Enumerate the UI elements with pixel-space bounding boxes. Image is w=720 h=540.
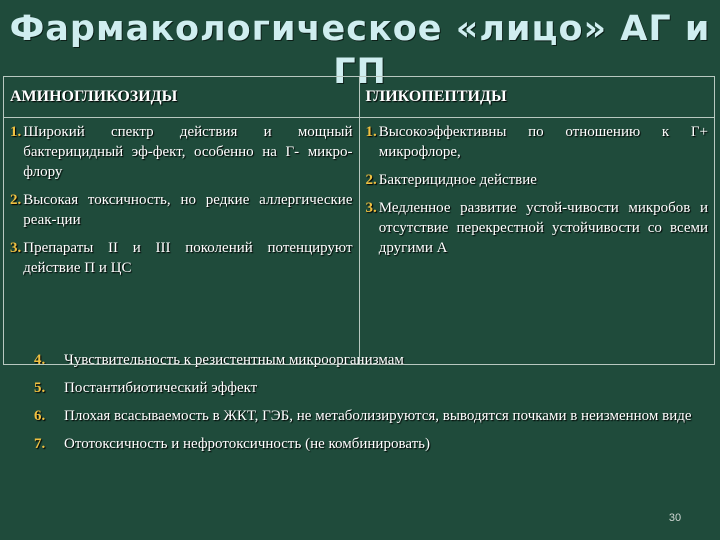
list-item <box>34 434 707 454</box>
page-number: 30 <box>668 512 682 524</box>
header-glycopeptides: ГЛИКОПЕПТИДЫ <box>359 77 715 118</box>
list-item <box>366 198 709 258</box>
list-item <box>10 190 353 230</box>
list-item <box>10 238 353 278</box>
glycopeptides-cell <box>359 118 715 365</box>
item-number: 7. <box>34 436 46 452</box>
slide-title: Фармакологическое «лицо» АГ и ГП <box>9 9 711 92</box>
item-text: Высокоэффективны по отношению к Г+ микрофлоре, <box>378 124 708 160</box>
glycopeptides-list <box>366 122 709 258</box>
comparison-table <box>3 76 715 365</box>
table-body-row <box>4 118 715 365</box>
list-item <box>366 122 709 162</box>
item-text: Медленное развитие устой-чивости микробов и отсутствие перекрестной устойчивости со всеми другими А <box>378 200 708 256</box>
item-text: Чувствительность к резистентным микроорганизмам <box>64 352 404 368</box>
item-text: Бактерицидное действие <box>378 172 537 188</box>
common-properties-list <box>34 350 707 462</box>
list-item <box>366 170 709 190</box>
item-number: 3. <box>10 240 22 256</box>
table-header-row <box>4 77 715 118</box>
list-item <box>34 378 707 398</box>
item-number: 1. <box>10 124 22 140</box>
item-number: 2. <box>365 172 377 188</box>
item-number: 2. <box>10 192 22 208</box>
aminoglycosides-list <box>10 122 353 278</box>
item-number: 3. <box>365 200 377 216</box>
item-text: Препараты II и III поколений потенцируют действие П и ЦС <box>23 240 353 276</box>
item-number: 5. <box>34 380 46 396</box>
list-item <box>34 406 707 426</box>
item-text: Широкий спектр действия и мощный бактерицидный эф-фект, особенно на Г- микро-флору <box>23 124 353 180</box>
item-text: Высокая токсичность, но редкие аллергические реак-ции <box>23 192 353 228</box>
item-text: Плохая всасываемость в ЖКТ, ГЭБ, не метаболизируются, выводятся почками в неизменном виде <box>64 408 692 424</box>
item-number: 4. <box>34 352 46 368</box>
aminoglycosides-cell <box>4 118 360 365</box>
header-aminoglycosides: АМИНОГЛИКОЗИДЫ <box>4 77 360 118</box>
item-text: Ототоксичность и нефротоксичность (не комбинировать) <box>64 436 430 452</box>
item-number: 1. <box>365 124 377 140</box>
item-text: Постантибиотический эффект <box>64 380 258 396</box>
item-number: 6. <box>34 408 46 424</box>
list-item <box>10 122 353 182</box>
